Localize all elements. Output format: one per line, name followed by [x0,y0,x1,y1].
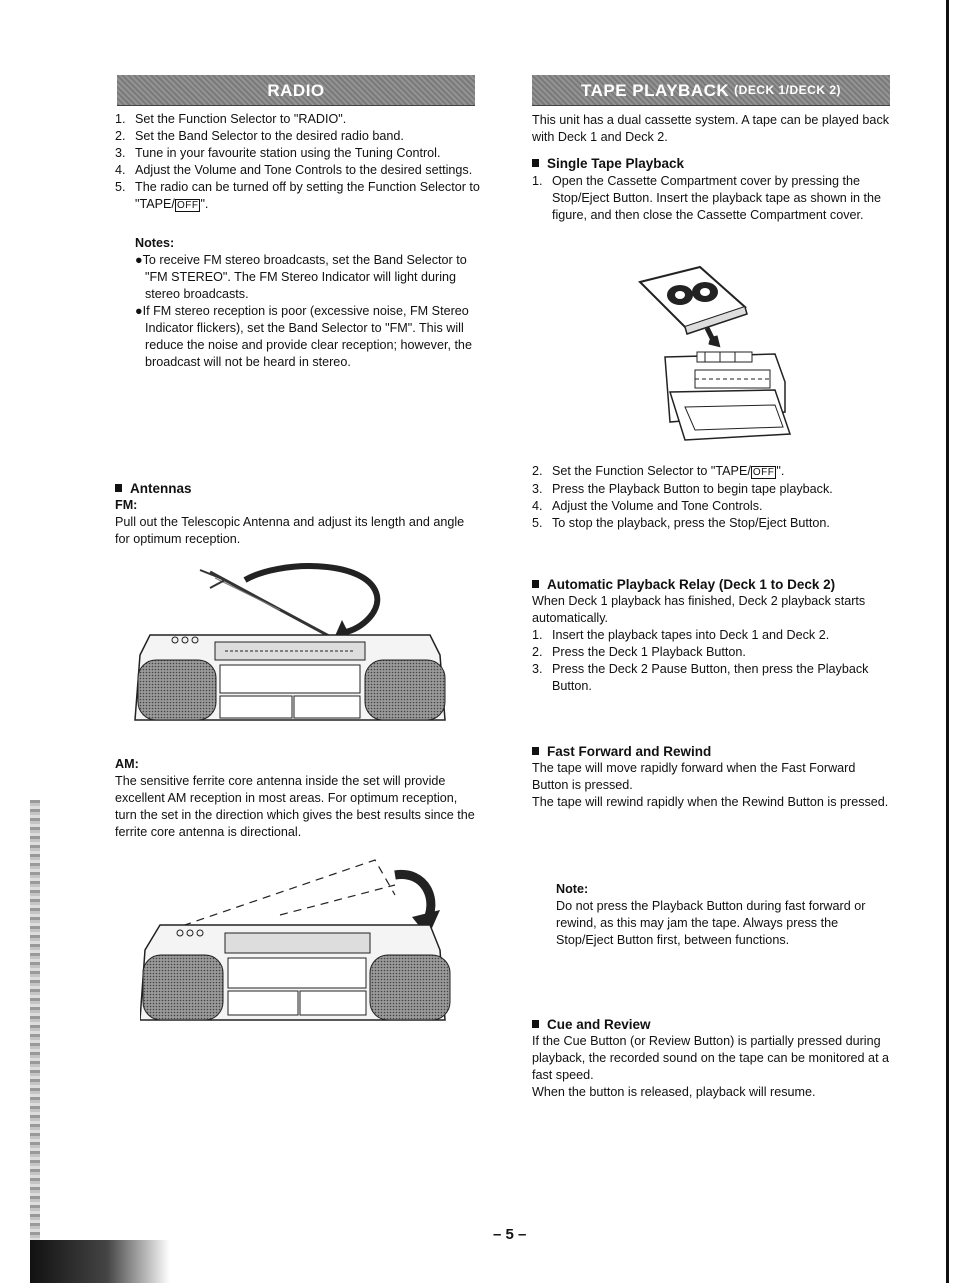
ffrew-note-title: Note: [556,882,589,896]
speaker-left [138,660,216,720]
ffrew-note-text: Do not press the Playback Button during fast forward or rewind, as this may jam the tape. Always press the Stop/Eject Button first, between functions. [556,899,866,947]
step-text: Set the Function Selector to "RADIO". [135,112,347,126]
rotation-arrow-icon [245,566,377,632]
note-item: ●To receive FM stereo broadcasts, set the Band Selector to "FM STEREO". The FM Stereo Indicator will light during stereo broadcasts. [135,253,467,301]
speaker-left [143,955,223,1020]
single-step-1 [532,173,890,224]
tape-step [532,463,890,481]
step-number: 4. [115,163,126,177]
cue-section [532,1016,890,1101]
step-number: 4. [532,499,543,513]
step-text: Adjust the Volume and Tone Controls to the desired settings. [135,163,473,177]
square-bullet-icon [532,747,539,755]
direction-dashes [170,860,395,930]
tape-banner-subtext: (DECK 1/DECK 2) [734,82,842,97]
square-bullet-icon [115,484,122,492]
step-number: 2. [532,645,543,659]
step-text: Press the Playback Button to begin tape playback. [552,482,833,496]
step-text: To stop the playback, press the Stop/Eject Button. [552,516,830,530]
step-text: Press the Deck 1 Playback Button. [552,645,746,659]
relay-step [532,627,890,644]
step-text: Open the Cassette Compartment cover by pressing the Stop/Eject Button. Insert the playback tape as shown in the figure, and then close the Cassette Compartment cover. [552,174,882,222]
cassette-deck-2 [294,696,360,718]
radio-banner-text: RADIO [267,80,325,100]
step-number: 1. [532,174,543,188]
fm-text: Pull out the Telescopic Antenna and adjust its length and angle for optimum reception. [115,515,465,546]
step-text: Set the Function Selector to "TAPE/ [552,464,751,478]
single-playback-heading-text: Single Tape Playback [547,156,685,171]
fm-antenna-illustration [130,560,455,725]
am-antenna-illustration [140,855,460,1025]
step-text-end: ". [776,464,785,478]
fm-label: FM: [115,498,138,512]
off-label-box: OFF [176,200,199,211]
page-edge-rule [946,0,949,1283]
cue-heading-text: Cue and Review [547,1017,651,1032]
notes-list [135,252,475,371]
off-label-box: OFF [752,467,775,478]
tape-banner-text: TAPE PLAYBACK [580,80,730,100]
cue-p2: When the button is released, playback will resume. [532,1085,816,1099]
tape-step [532,498,890,515]
step-number: 2. [532,464,543,478]
radio-steps [115,111,481,214]
relay-section [532,576,890,695]
relay-heading-text: Automatic Playback Relay (Deck 1 to Deck 2) [547,577,836,592]
single-steps-2-5 [532,463,890,532]
step-text: Set the Band Selector to the desired radio band. [135,129,404,143]
am-label: AM: [115,757,139,771]
step-text: Tune in your favourite station using the Tuning Control. [135,146,441,160]
ffrew-section [532,743,890,811]
step-number: 5. [532,516,543,530]
speaker-right [370,955,450,1020]
step-text: Adjust the Volume and Tone Controls. [552,499,763,513]
note-item: ●If FM stereo reception is poor (excessive noise, FM Stereo Indicator flickers), set the Band Selector to "FM". This will reduce the noise and provide clear reception; however, the broadcast will not be heard in stereo. [135,304,472,369]
ffrew-heading-text: Fast Forward and Rewind [547,744,712,759]
cue-p1: If the Cue Button (or Review Button) is partially pressed during playback, the recorded sound on the tape can be monitored at a fast speed. [532,1034,890,1082]
relay-step [532,644,890,661]
relay-step [532,661,890,695]
antennas-heading [115,480,481,497]
page-number: – 5 – [493,1226,527,1243]
square-bullet-icon [532,1020,539,1028]
radio-step [115,145,481,162]
radio-step [115,128,481,145]
scan-shadow-left [30,800,40,1240]
step-text: The radio can be turned off by setting the Function Selector to "TAPE/ [135,180,480,211]
step-number: 3. [115,146,126,160]
square-bullet-icon [532,159,539,167]
step-number: 5. [115,180,126,194]
am-section [115,756,481,841]
down-arrow-icon [707,328,717,344]
notes-title: Notes: [135,236,175,250]
cassette-deck-2 [300,991,366,1015]
step-number: 1. [115,112,126,126]
speaker-right [365,660,445,720]
cassette-deck-1 [228,991,298,1015]
square-bullet-icon [532,580,539,588]
scan-shadow-corner [30,1240,170,1283]
radio-banner [117,75,475,106]
tape-step [532,481,890,498]
relay-heading [532,576,890,593]
radio-column [115,75,481,839]
step-number: 2. [115,129,126,143]
step-text: Insert the playback tapes into Deck 1 and Deck 2. [552,628,830,642]
step-number: 3. [532,662,543,676]
tape-banner [532,75,890,106]
step-number: 3. [532,482,543,496]
single-playback-heading [532,155,890,172]
radio-step [115,111,481,128]
antennas-heading-text: Antennas [130,481,192,496]
step-text-end: ". [200,197,209,211]
am-text: The sensitive ferrite core antenna inside the set will provide excellent AM reception in most areas. For optimum reception, turn the set in the direction which gives the best results since the ferrite core antenna is directional. [115,774,475,839]
cue-heading [532,1016,890,1033]
ffrew-p2: The tape will rewind rapidly when the Rewind Button is pressed. [532,795,889,809]
tape-intro: This unit has a dual cassette system. A tape can be played back with Deck 1 and Deck 2. [532,113,890,144]
cassette-insertion-illustration [625,262,800,444]
tape-column [532,75,890,1099]
ffrew-heading [532,743,890,760]
tape-step [532,173,890,224]
relay-intro: When Deck 1 playback has finished, Deck 2 playback starts automatically. [532,594,866,625]
radio-step [115,179,481,214]
antennas-section [115,480,481,548]
ffrew-p1: The tape will move rapidly forward when the Fast Forward Button is pressed. [532,761,856,792]
cassette-deck-1 [220,696,292,718]
radio-step [115,162,481,179]
step-number: 1. [532,628,543,642]
ffrew-note [556,881,872,949]
tape-step [532,515,890,532]
step-text: Press the Deck 2 Pause Button, then press the Playback Button. [552,662,869,693]
relay-steps [532,627,890,695]
